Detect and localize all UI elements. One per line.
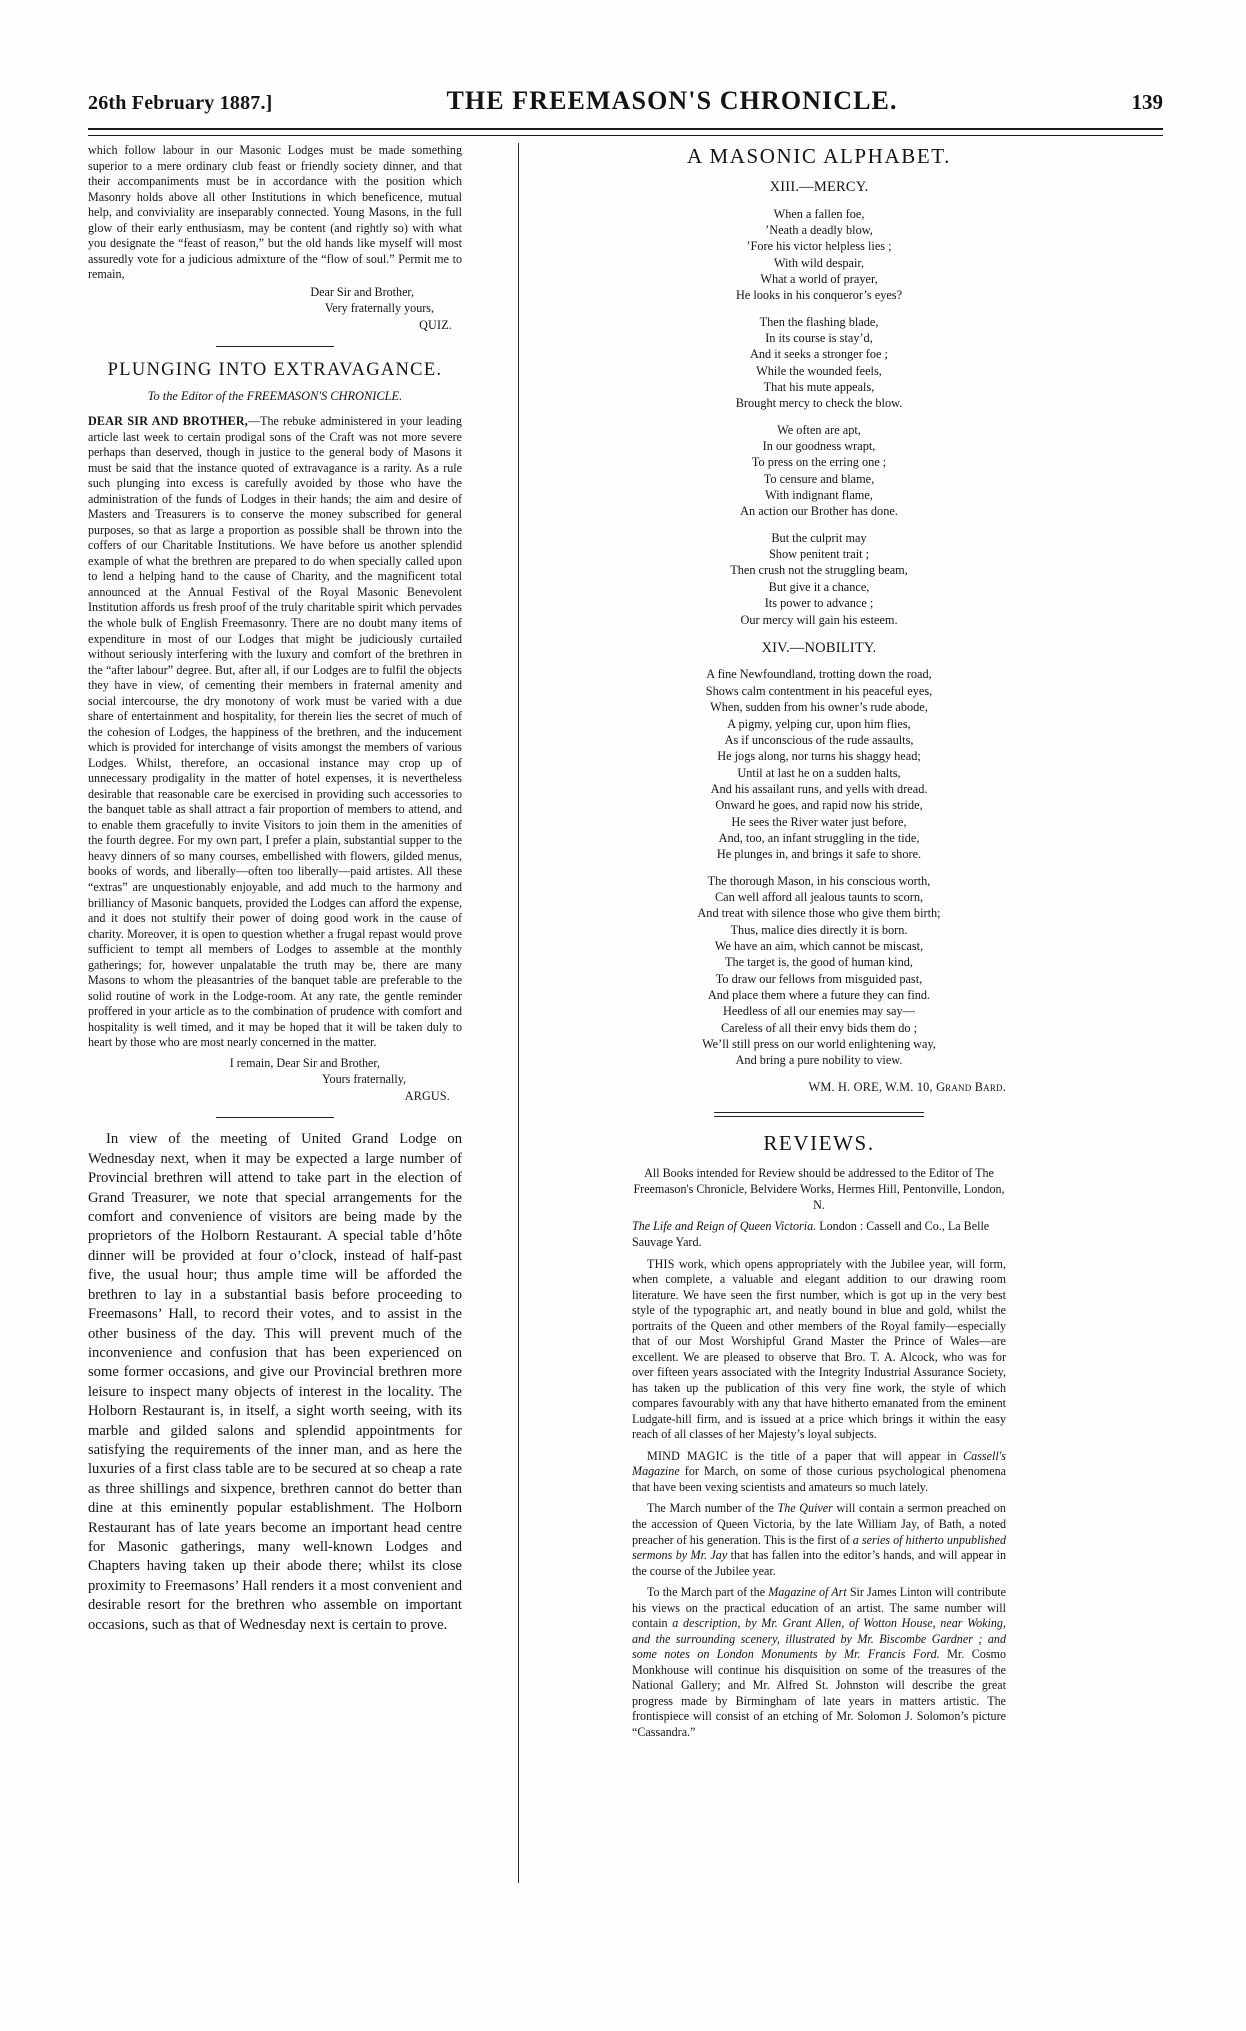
argus-signature: ARGUS.: [404, 1088, 450, 1103]
verse-line: To draw our fellows from misguided past,: [715, 971, 923, 986]
verse-line: When a fallen foe,: [773, 206, 865, 221]
argus-close-1: I remain, Dear Sir and Brother,: [229, 1055, 380, 1070]
poem-number-xiii: XIII.—MERCY.: [769, 178, 869, 195]
section-title-reviews: REVIEWS.: [763, 1130, 875, 1155]
verse-line: With wild despair,: [773, 255, 865, 270]
review-body-mind-magic: [632, 1449, 1006, 1496]
stanza: [632, 314, 1006, 412]
verse-line: A fine Newfoundland, trotting down the road,: [706, 667, 932, 682]
review-contents-note: a description, by Mr. Grant Allen, of Wotton House, near Woking, and the surrounding scenery, illustrated by Mr. Biscombe Gardner ; and some notes on London Monuments by Mr. Francis Ford.: [632, 1616, 1006, 1662]
section-title-masonic-alphabet: A MASONIC ALPHABET.: [687, 144, 951, 168]
article-separator-3: [714, 1112, 924, 1117]
running-head: [88, 86, 1163, 126]
holborn-restaurant-note: In view of the meeting of United Grand Lodge on Wednesday next, when it may be expected a large number of Provincial brethren will attend to take part in the election of Grand Treasurer, we note that special arrangements for the comfort and convenience of visitors are being made by the proprietors of the Holborn Restaurant. A special table d’hôte dinner will be provided at four o’clock, instead of half-past five, the usual hour; thus ample time will be afforded the brethren to lay in a substantial basis before proceeding to Freemasons’ Hall, to record their votes, and to assist in the other business of the day. This will prevent much of the inconvenience and confusion that has been experienced on some former occasions, and give our Provincial brethren more leisure to inspect many objects of interest in the locality. The Holborn Restaurant is, in itself, a sight worth seeing, with its marble and gilded salons and splendid appointments for satisfying the requirements of the inner man, and as here the luxuries of a first class table are to be secured at so cheap a rate as three shillings and sixpence, brethren cannot do better than dine at this eminently popular establishment. The Holborn Restaurant has of late years become an important head centre for Masonic gatherings, many well-known Lodges and Chapters having taken up their abode there; whilst its close proximity to Freemasons’ Hall renders it a most convenient and desirable resort for the brethren who assemble on important occasions, such as that of Wednesday next is certain to prove.: [88, 1131, 462, 1633]
verse-line: In our goodness wrapt,: [762, 439, 876, 454]
verse-line: And bring a pure nobility to view.: [735, 1053, 903, 1068]
verse-line: Until at last he on a sudden halts,: [737, 765, 901, 780]
verse-line: An action our Brother has done.: [740, 504, 898, 519]
verse-line: As if unconscious of the rude assaults,: [724, 732, 914, 747]
article-plunging-text: —The rebuke administered in your leading article last week to certain prodigal sons of the Craft was not more severe perhaps than deserved, though in justice to the general body of Masons it must be said that the instance quoted of extravagance is a rarity. As a rule such plunging into excess is carefully avoided by those who have the administration of the funds of Lodges in their hands; the aim and desire of Masters and Treasurers is to conserve the money subscribed for general purposes, so that as large a proportion as possible shall be thrown into the coffers of our Charitable Institutions. We have before us another splendid example of what the brethren are prepared to do when specially called upon to lend a helping hand to the cause of Charity, and the magnificent total announced at the Annual Festival of the Royal Masonic Benevolent Institution affords us fresh proof of the truly charitable spirit which pervades the whole bulk of English Freemasonry. There are no doubt many items of expenditure in most of our Lodges that might be judiciously curtailed without seriously interfering with the luxury and comfort of the brethren in the “after labour” degree. But, after all, if our Lodges are to fulfil the objects they have in view, of cementing their members in fraternal amenity and social intercourse, the dry monotony of work must be varied with a due share of entertainment and hospitality, for therein lies the secret of much of the cohesion of Lodges, the happiness of the brethren, and the inducement which is provided for interchange of visits amongst the members of various Lodges. Whilst, therefore, an occasional instance may crop up of unnecessary prodigality in the matter of hotel expenses, it is nevertheless desirable that reasonable care be exercised in providing such accessories to the banquet table as shall attract a fair proportion of members to attend, and to enable them gracefully to invite Visitors to join them in the amenities of the fourth degree. For my own part, I prefer a plain, substantial supper to the heavy dinners of so many courses, embellished with flowers, gilded menus, books of words, and liberally—often too liberally—paid artistes. All these “extras” are unquestionably enjoyable, and add much to the harmony and brilliancy of Masonic banquets, provided the Lodges can afford the expense, and it does not stultify their power of doing good work in the cause of charity. Moreover, it is open to question whether a frugal repast would prove sufficient to tempt all members of Lodges to assemble at the monthly gatherings; for, however unpalatable the truth may be, there are many Masons to whom the pleasantries of the banquet table are preferable to the solid routine of work in the Lodge-room. At any rate, the gentle reminder proffered in your article as to the combination of prudence with comfort and hospitality is well timed, and it may be hoped that it will be taken duly to heart by those who are most nearly concerned in the matter.: [88, 414, 462, 1050]
stanza: [632, 666, 1006, 862]
masthead-rule: [88, 128, 1163, 136]
verse-line: Brought mercy to check the blow.: [735, 396, 903, 411]
argus-close-2: Yours fraternally,: [322, 1072, 406, 1087]
left-column: [88, 143, 462, 1635]
verse-line: ’Neath a deadly blow,: [765, 222, 873, 237]
poem-mercy: [632, 206, 1006, 628]
verse-line: The target is, the good of human kind,: [725, 955, 913, 970]
article-plunging-body: [88, 414, 462, 1051]
review-series-note: a series of hitherto unpublished sermons by Mr. Jay: [632, 1532, 1006, 1563]
review-magazine-title: Magazine of Art: [768, 1585, 847, 1600]
verse-line: Can well afford all jealous taunts to scorn,: [714, 889, 924, 904]
verse-line: We often are apt,: [777, 422, 861, 437]
verse-line: And place them where a future they can find.: [707, 988, 931, 1003]
letter-quiz-close-2: Very fraternally yours,: [324, 301, 434, 316]
verse-line: He sees the River water just before,: [731, 814, 907, 829]
review-text: for March, on some of those curious psychological phenomena that have been vexing scientists and amateurs so much lately.: [632, 1464, 1006, 1494]
letter-quiz-body: which follow labour in our Masonic Lodges must be made something superior to a mere ordinary club feast or friendly society dinner, and that their accompaniments must be in accordance with the position which Masonry holds above all other Institutions in which beneficence, mutual help, and conviviality are inseparably connected. Young Masons, in the full glow of their early enthusiasm, may be content (and rightly so) with what you designate the “feast of reason,” but the old hands like myself will most assuredly vote for a judicious admixture of the “flow of soul.” Permit me to remain,: [88, 143, 462, 282]
issue-date: 26th February 1887.]: [88, 92, 273, 114]
verse-line: Onward he goes, and rapid now his stride,: [715, 798, 923, 813]
review-dropcap: MIND MAGIC: [647, 1448, 729, 1463]
stanza: [632, 873, 1006, 1069]
review-text: will contain a sermon preached on the accession of Queen Victoria, by the late William Jay, of Bath, a noted preacher of his generation. This is the first of: [632, 1501, 1006, 1547]
review-heading-queen-victoria: [632, 1219, 1006, 1250]
verse-line: Its power to advance ;: [764, 596, 874, 611]
stanza: [632, 530, 1006, 628]
review-text: To the March part of the: [647, 1585, 769, 1600]
salutation: DEAR SIR AND BROTHER,: [88, 414, 248, 429]
review-body-magazine-of-art: [632, 1585, 1006, 1740]
article-title-plunging: PLUNGING INTO EXTRAVAGANCE.: [107, 360, 443, 381]
review-dropcap: THIS: [647, 1256, 675, 1271]
stanza: [632, 206, 1006, 304]
verse-line: Then crush not the struggling beam,: [730, 563, 908, 578]
verse-line: And treat with silence those who give them birth;: [697, 906, 941, 921]
review-text: that has fallen into the editor’s hands, and will appear in the course of the Jubilee year.: [632, 1548, 1006, 1578]
review-book-title: The Life and Reign of Queen Victoria.: [632, 1219, 817, 1234]
verse-line: With indignant flame,: [765, 488, 873, 503]
right-column: [632, 143, 1006, 1740]
verse-line: But give it a chance,: [768, 579, 870, 594]
review-magazine-title: Cassell's Magazine: [632, 1448, 1006, 1479]
article-subtitle-editor: To the Editor of the FREEMASON'S CHRONICLE.: [147, 389, 403, 404]
verse-line: A pigmy, yelping cur, upon him flies,: [727, 716, 911, 731]
review-body-queen-victoria: [632, 1257, 1006, 1443]
letter-quiz-signature: QUIZ.: [419, 317, 452, 332]
verse-line: Careless of all their envy bids them do ;: [720, 1020, 918, 1035]
page-number: 139: [1131, 90, 1163, 114]
stanza: [632, 422, 1006, 520]
review-text: is the title of a paper that will appear in: [728, 1448, 964, 1463]
article-separator-2: [216, 1117, 334, 1118]
verse-line: ’Fore his victor helpless lies ;: [746, 239, 892, 254]
verse-line: While the wounded feels,: [756, 363, 882, 378]
article-separator-1: [216, 346, 334, 347]
verse-line: The thorough Mason, in his conscious worth,: [707, 873, 931, 888]
verse-line: In its course is stay’d,: [765, 331, 873, 346]
poem-nobility: [632, 666, 1006, 1068]
review-text: Mr. Cosmo Monkhouse will continue his disquisition on some of the treasures of the National Gallery; and Mr. Alfred St. Johnston will describe the great progress made by Birmingham of late years in matters artistic. The frontispiece will consist of an etching of Mr. Solomon J. Solomon’s picture “Cassandra.”: [632, 1647, 1006, 1739]
verse-line: What a world of prayer,: [760, 271, 878, 286]
verse-line: Thus, malice dies directly it is born.: [730, 922, 908, 937]
verse-line: And his assailant runs, and yells with dread.: [710, 781, 928, 796]
review-publisher: London : Cassell and Co., La Belle Sauvage Yard.: [632, 1219, 990, 1249]
poem-number-xiv: XIV.—NOBILITY.: [761, 639, 877, 656]
verse-line: He plunges in, and brings it safe to shore.: [716, 847, 922, 862]
verse-line: That his mute appeals,: [763, 380, 875, 395]
review-text: The March number of the: [647, 1501, 778, 1516]
column-divider: [518, 143, 519, 1883]
verse-line: He looks in his conqueror’s eyes?: [735, 288, 903, 303]
verse-line: To censure and blame,: [763, 471, 875, 486]
review-text: Sir James Linton will contribute his views on the practical education of an artist. The same number will contain: [632, 1585, 1006, 1631]
verse-line: Heedless of all our enemies may say—: [723, 1004, 915, 1019]
verse-line: To press on the erring one ;: [751, 455, 887, 470]
review-text: work, which opens appropriately with the Jubilee year, will form, when complete, a valuable and elegant addition to our drawing room literature. We have seen the first number, which is got up in the very best style of the typographic art, and neatly bound in blue and gold, whilst the portraits of the Queen and other members of the Royal family—especially that of our Most Worshipful Grand Master the Prince of Wales—are excellent. We are pleased to observe that Bro. T. A. Alcock, who was for over fifteen years associated with the Integrity Industrial Assurance Society, has taken up the publication of this very fine work, the style of which compares favourably with any that have hitherto emanated from the eminent Ludgate-hill firm, and is issued at a price which brings it within the easy reach of all classes of her Majesty’s loyal subjects.: [632, 1256, 1006, 1442]
verse-line: We’ll still press on our world enlightening way,: [702, 1037, 936, 1052]
letter-quiz-close-1: Dear Sir and Brother,: [310, 284, 414, 299]
publication-title: THE FREEMASON'S CHRONICLE.: [446, 86, 898, 115]
verse-line: But the culprit may: [771, 530, 867, 545]
review-magazine-title: The Quiver: [777, 1501, 833, 1516]
review-body-quiver: [632, 1501, 1006, 1579]
reviews-submission-notice: All Books intended for Review should be addressed to the Editor of The Freemason's Chronicle, Belvidere Works, Hermes Hill, Pentonville, London, N.: [633, 1165, 1005, 1213]
poem-signature: WM. H. ORE, W.M. 10, Grand Bard.: [808, 1079, 1006, 1094]
verse-line: Shows calm contentment in his peaceful eyes,: [705, 683, 933, 698]
verse-line: We have an aim, which cannot be miscast,: [714, 938, 924, 953]
verse-line: When, sudden from his owner’s rude abode,: [710, 700, 928, 715]
verse-line: And it seeks a stronger foe ;: [750, 347, 888, 362]
verse-line: And, too, an infant struggling in the tide,: [718, 830, 920, 845]
verse-line: Our mercy will gain his esteem.: [740, 612, 898, 627]
verse-line: Then the flashing blade,: [759, 314, 879, 329]
verse-line: Show penitent trait ;: [768, 547, 870, 562]
verse-line: He jogs along, nor turns his shaggy head;: [717, 749, 921, 764]
